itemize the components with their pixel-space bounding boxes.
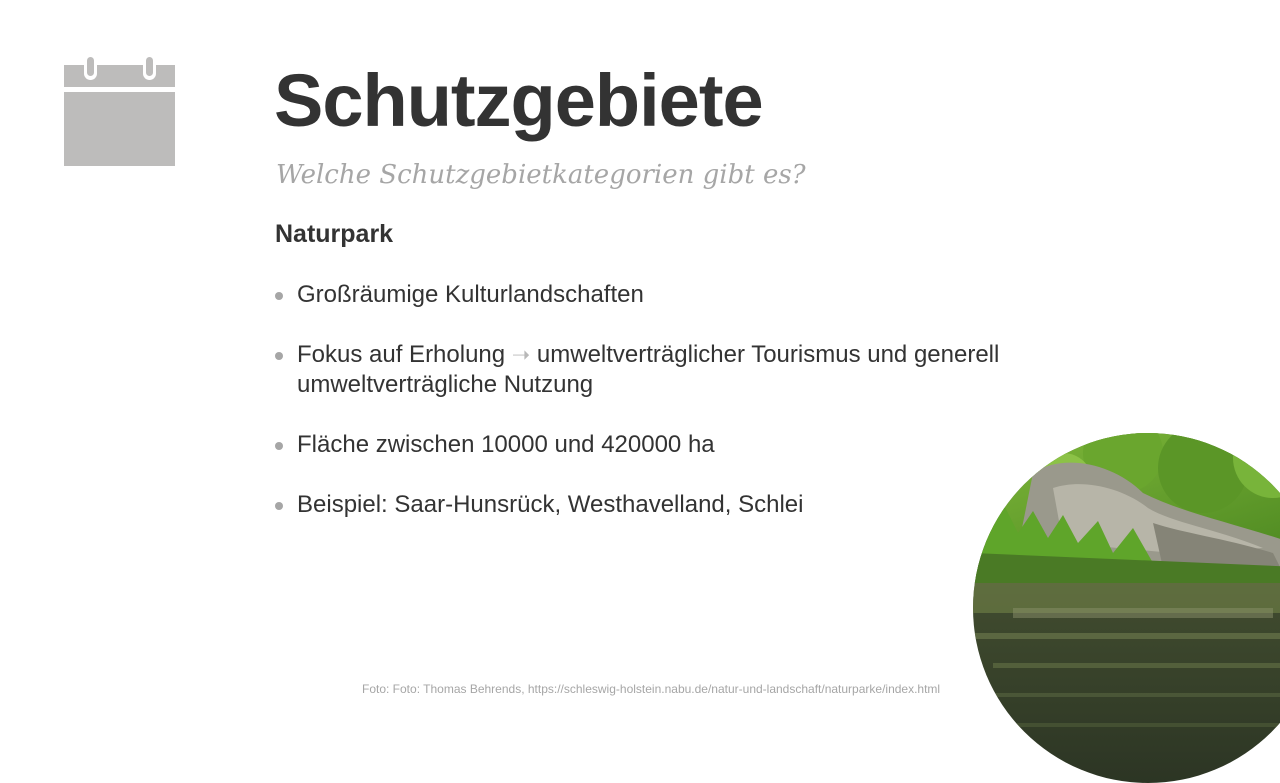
list-item-text: Beispiel: Saar-Hunsrück, Westhavelland, Schlei bbox=[297, 491, 804, 518]
list-item bbox=[275, 340, 1055, 400]
list-item bbox=[275, 280, 1055, 310]
page-title: Schutzgebiete bbox=[274, 59, 763, 142]
calendar-icon bbox=[63, 54, 176, 167]
photo-credit: Foto: Foto: Thomas Behrends, https://schleswig-holstein.nabu.de/natur-und-landschaft/naturparke/index.html bbox=[362, 682, 941, 696]
section-heading: Naturpark bbox=[275, 220, 394, 248]
bullet-dot-icon bbox=[275, 292, 283, 300]
list-item-text: umweltverträglicher Tourismus und generell umweltverträgliche Nutzung bbox=[297, 341, 1000, 398]
list-item-text: Fokus auf Erholung bbox=[297, 341, 512, 368]
bullet-dot-icon bbox=[275, 352, 283, 360]
list-item-text: Fläche zwischen 10000 und 420000 ha bbox=[297, 431, 715, 458]
list-item-text: Großräumige Kulturlandschaften bbox=[297, 281, 644, 308]
bullet-list bbox=[275, 280, 1055, 550]
bullet-dot-icon bbox=[275, 502, 283, 510]
list-item bbox=[275, 490, 1055, 520]
bullet-dot-icon bbox=[275, 442, 283, 450]
arrow-right-icon: ➝ bbox=[511, 342, 531, 367]
list-item bbox=[275, 430, 1055, 460]
page-subtitle: Welche Schutzgebietkategorien gibt es? bbox=[276, 160, 806, 190]
